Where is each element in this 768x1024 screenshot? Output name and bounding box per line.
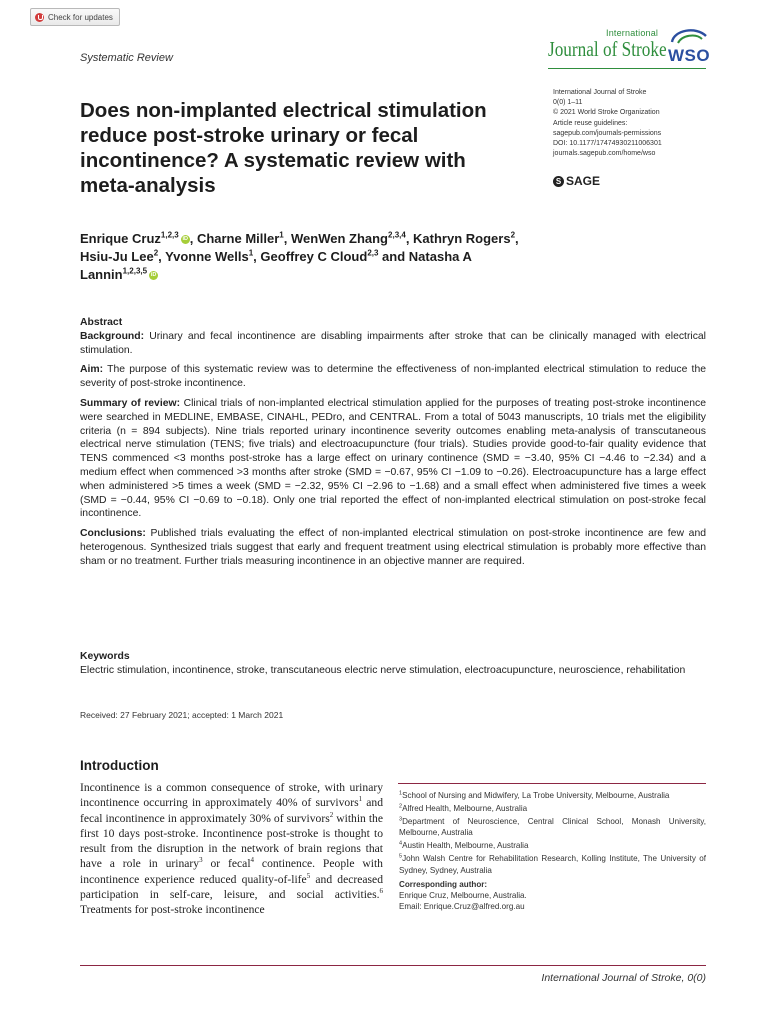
citation-marker[interactable]: 6 bbox=[379, 887, 383, 896]
author-affiliation-marker: 1,2,3,5 bbox=[122, 266, 148, 276]
author-name: Enrique Cruz bbox=[80, 231, 161, 246]
journal-info-line: 0(0) 1–11 bbox=[553, 99, 583, 107]
affiliation-text: John Walsh Centre for Rehabilitation Research, Kolling Institute, The University of Sydney, Sydney, Australia bbox=[399, 854, 706, 875]
author-separator: , bbox=[405, 231, 414, 246]
author bbox=[413, 231, 515, 246]
intro-text-segment: Treatments for post-stroke incontinence bbox=[80, 903, 265, 917]
abstract-aim bbox=[80, 363, 706, 391]
author-separator: , bbox=[515, 231, 519, 246]
corresponding-label: Corresponding author: bbox=[399, 879, 488, 889]
background-text: Urinary and fecal incontinence are disabling impairments after stroke that can be clinically managed with electrical stimulation. bbox=[80, 330, 706, 356]
author bbox=[291, 231, 406, 246]
author-name: Yvonne Wells bbox=[165, 249, 249, 264]
author-name: Natasha A Lannin bbox=[80, 249, 472, 282]
author bbox=[80, 249, 158, 264]
citation-marker[interactable]: 1 bbox=[358, 795, 363, 804]
affiliation-text: Austin Health, Melbourne, Australia bbox=[402, 841, 529, 851]
author-affiliation-marker: 1 bbox=[248, 248, 254, 258]
author-list bbox=[80, 230, 540, 284]
affiliation-number: 1 bbox=[399, 790, 403, 797]
author-name: Geoffrey C Cloud bbox=[260, 249, 368, 264]
received-date: Received: 27 February 2021; accepted: 1 March 2021 bbox=[80, 710, 284, 720]
affiliation bbox=[399, 803, 706, 814]
summary-text: Clinical trials of non-implanted electrical stimulation applied for the purposes of treating post-stroke incontinence were searched in MEDLINE, EMBASE, CINAHL, PEDro, and CENTRAL. From a total of 5043 manuscripts, 10 trials met the eligibility criteria (n = 894 subjects). Nine trials reported urinary incontinence severity outcomes enabling meta-analysis of transcutaneous electrical nerve stimulation (TENS; five trials) and electroacupuncture (four trials). Studies provide good-to-fair quality evidence that TENS commenced <3 months post-stroke has a large effect on urinary continence (SMD = −3.40, 95% CI −4.46 to −2.34) and a medium effect when commenced >3 months after stroke (SMD = −0.67, 95% CI −1.09 to −0.26). Electroacupuncture has a large effect when administered >5 times a week (SMD = −2.32, 95% CI −2.96 to −1.68) and a small effect when administered five times a week (SMD = −0.44, 95% CI −0.69 to −0.18). Only one trial reported the effect of non-implanted electrical stimulation on post-stroke fecal incontinence. bbox=[80, 397, 707, 520]
keywords bbox=[80, 650, 706, 678]
author-separator: , bbox=[283, 231, 291, 246]
intro-text-segment: Incontinence is a common consequence of stroke, with urinary incontinence occurring in approximately 40% of survivors bbox=[80, 781, 383, 810]
author-name: Charne Miller bbox=[196, 231, 280, 246]
publisher-name: SAGE bbox=[566, 174, 601, 188]
author-separator: , bbox=[189, 231, 197, 246]
conclusions-text: Published trials evaluating the effect of non-implanted electrical stimulation on post-stroke incontinence are few and heterogenous. Synthesized trials suggest that early and frequent treatment using electrical stimulation is probably more effective than sham or no treatment. Further trials measuring incontinence in an objective manner are required. bbox=[80, 528, 706, 567]
author-separator: , bbox=[158, 249, 166, 264]
check-for-updates-label: Check for updates bbox=[48, 12, 113, 22]
running-footer: International Journal of Stroke, 0(0) bbox=[541, 972, 706, 984]
journal-info-line: International Journal of Stroke bbox=[553, 89, 647, 96]
journal-info-line: DOI: 10.1177/17474930211006301 bbox=[553, 140, 662, 148]
intro-text-segment: and decreased participation in self-care, leisure, and social activities. bbox=[80, 872, 383, 902]
affiliation-text: School of Nursing and Midwifery, La Trobe University, Melbourne, Australia bbox=[402, 791, 670, 800]
background-label: Background: bbox=[80, 330, 145, 342]
citation-marker[interactable]: 5 bbox=[306, 871, 311, 880]
journal-logo-org: WSO bbox=[668, 46, 711, 65]
author bbox=[165, 249, 253, 264]
abstract bbox=[80, 316, 706, 569]
citation-marker[interactable]: 3 bbox=[199, 856, 203, 865]
abstract-heading: Abstract bbox=[80, 317, 123, 328]
affiliation bbox=[399, 790, 706, 801]
bookmark-icon bbox=[35, 13, 44, 22]
conclusions-label: Conclusions: bbox=[80, 528, 146, 540]
affiliations bbox=[399, 790, 706, 912]
wso-arc-icon bbox=[666, 26, 710, 46]
summary-label: Summary of review: bbox=[80, 397, 181, 409]
author-name: Kathryn Rogers bbox=[413, 231, 511, 246]
keywords-heading: Keywords bbox=[80, 651, 130, 662]
abstract-background bbox=[80, 330, 706, 358]
article-title: Does non-implanted electrical stimulation reduce post-stroke urinary or fecal incontinence? A systematic review with meta-analysis bbox=[80, 99, 487, 197]
author-affiliation-marker: 2,3 bbox=[367, 248, 379, 258]
journal-info-line: journals.sagepub.com/home/wso bbox=[553, 150, 656, 158]
author-name: Hsiu-Ju Lee bbox=[80, 249, 154, 264]
orcid-icon[interactable]: iD bbox=[182, 236, 188, 243]
footer-rule bbox=[80, 965, 706, 966]
keywords-text: Electric stimulation, incontinence, stroke, transcutaneous electric nerve stimulation, electroacupuncture, neuroscience, rehabilitation bbox=[80, 664, 686, 676]
citation-marker[interactable]: 2 bbox=[329, 810, 334, 819]
author-affiliation-marker: 2 bbox=[510, 230, 516, 240]
author-affiliation-marker: 1,2,3 bbox=[160, 230, 179, 240]
journal-info-line: sagepub.com/journals-permissions bbox=[553, 129, 662, 137]
citation-marker[interactable]: 4 bbox=[250, 856, 255, 865]
introduction-heading: Introduction bbox=[80, 758, 159, 773]
affiliation-text: Department of Neuroscience, Central Clinical School, Monash University, Melbourne, Australia bbox=[399, 817, 706, 838]
sage-icon: S bbox=[553, 176, 564, 187]
affiliation-text: Alfred Health, Melbourne, Australia bbox=[402, 804, 528, 814]
intro-text-segment: within the first 10 days post-stroke. Incontinence post-stroke is thought to result from the disruption in the network of brain regions that have a role in urinary bbox=[80, 811, 384, 871]
intro-text-segment: continence. People with incontinence experience reduced quality-of-life bbox=[80, 857, 383, 886]
section-label: Systematic Review bbox=[80, 52, 173, 64]
intro-text-segment: or fecal bbox=[202, 857, 251, 871]
aim-label: Aim: bbox=[80, 364, 104, 376]
publisher-logo bbox=[553, 174, 600, 188]
journal-info-line: Article reuse guidelines: bbox=[553, 119, 628, 127]
affiliation bbox=[399, 840, 706, 851]
author-affiliation-marker: 2,3,4 bbox=[388, 230, 406, 240]
check-for-updates-badge[interactable] bbox=[30, 8, 120, 26]
author bbox=[197, 231, 284, 246]
affiliations-rule bbox=[398, 783, 706, 784]
author-separator: , bbox=[253, 249, 261, 264]
affiliation bbox=[399, 816, 706, 838]
corresponding-name: Enrique Cruz, Melbourne, Australia. bbox=[399, 890, 527, 900]
affiliation-list bbox=[399, 790, 706, 876]
journal-logo-name: Journal of Stroke bbox=[548, 37, 667, 61]
affiliation-number: 4 bbox=[399, 840, 403, 847]
author bbox=[260, 249, 378, 264]
author-separator: and bbox=[378, 249, 409, 264]
abstract-conclusions bbox=[80, 527, 706, 568]
journal-info bbox=[553, 88, 662, 159]
introduction-text bbox=[80, 780, 383, 918]
logo-rule bbox=[548, 68, 706, 69]
journal-logo bbox=[548, 26, 711, 70]
aim-text: The purpose of this systematic review was to determine the effectiveness of non-implanted electrical stimulation to reduce the severity of post-stroke incontinence. bbox=[80, 364, 707, 390]
author-affiliation-marker: 2 bbox=[153, 248, 159, 258]
author-name: WenWen Zhang bbox=[290, 231, 389, 246]
affiliation bbox=[399, 853, 706, 875]
abstract-summary bbox=[80, 397, 706, 521]
intro-text-segment: and fecal incontinence in approximately 30% of survivors bbox=[80, 796, 383, 825]
affiliation-number: 3 bbox=[399, 816, 403, 823]
affiliation-number: 2 bbox=[399, 803, 403, 810]
author-affiliation-marker: 1 bbox=[279, 230, 284, 240]
corresponding-email[interactable]: Email: Enrique.Cruz@alfred.org.au bbox=[399, 901, 525, 911]
orcid-icon[interactable]: iD bbox=[150, 272, 157, 279]
journal-logo-international: International bbox=[606, 28, 659, 38]
affiliation-number: 5 bbox=[399, 853, 403, 860]
journal-info-line: © 2021 World Stroke Organization bbox=[553, 109, 660, 117]
author bbox=[80, 231, 190, 246]
